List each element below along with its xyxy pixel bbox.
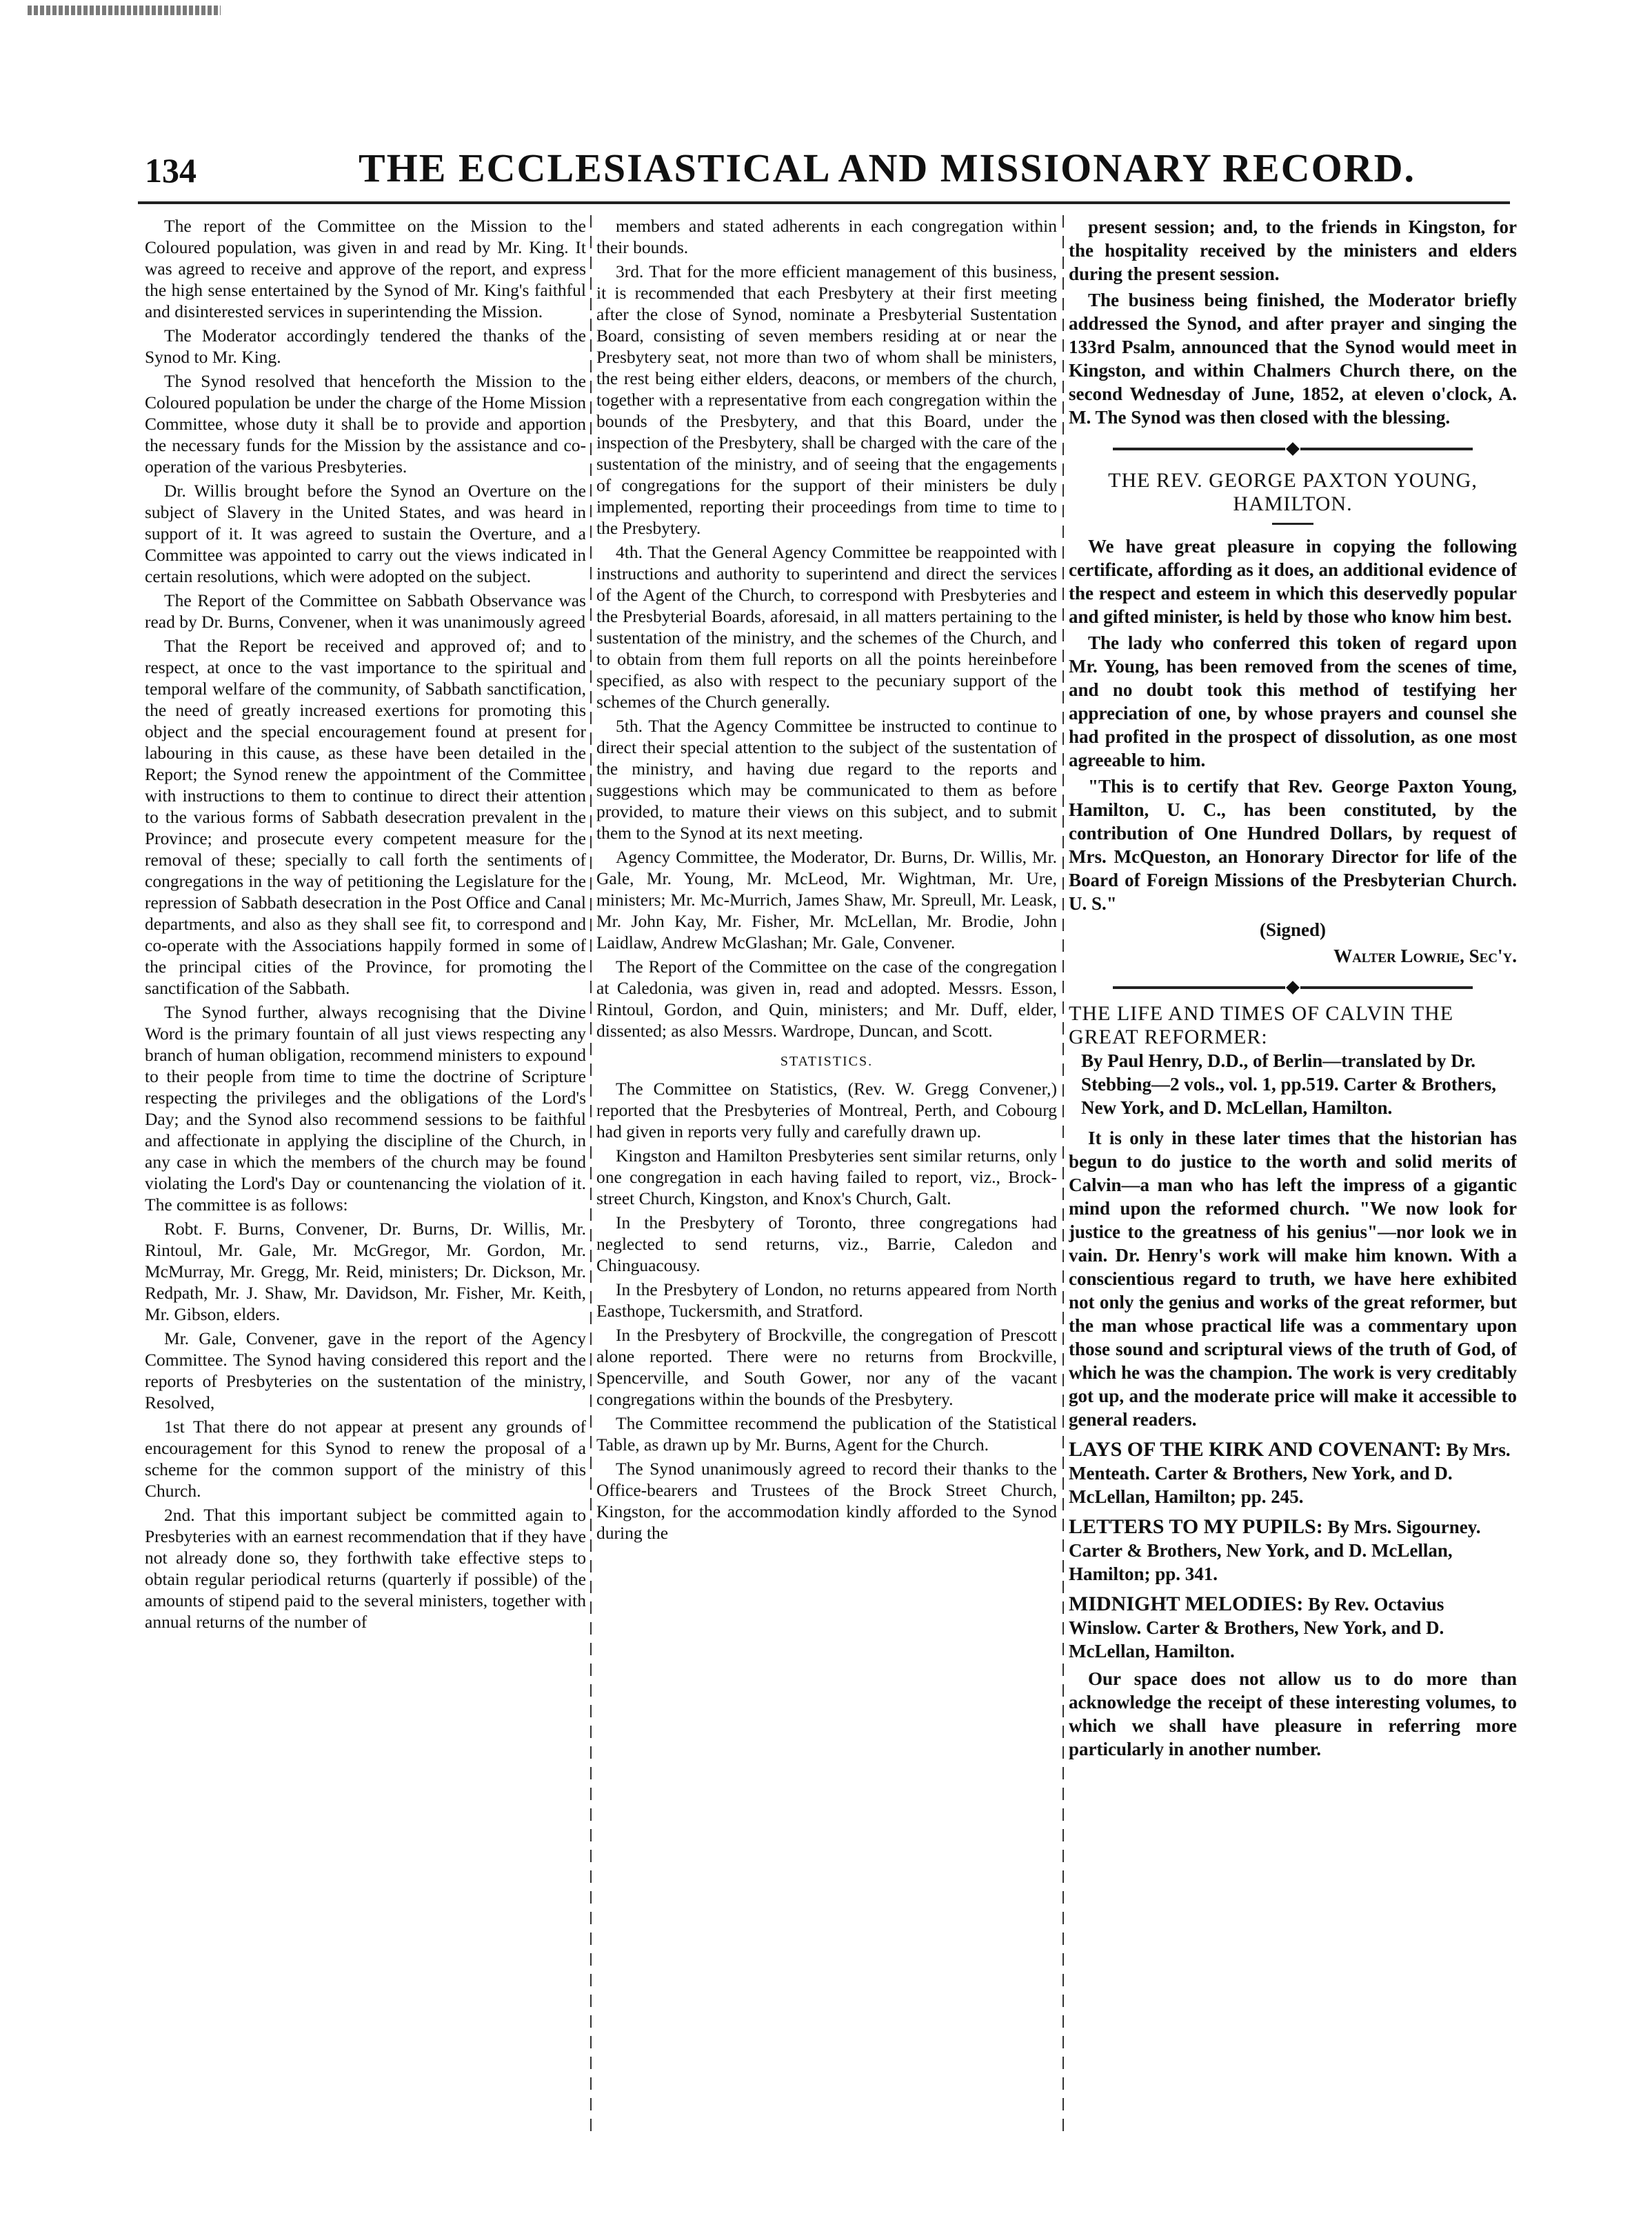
paragraph: The business being finished, the Moderator briefly addressed the Synod, and after prayer and singing the 133rd Psalm, announced that the Synod would meet in Kingston, and within Chalmers Church there, on the second Wednesday of June, 1852, at eleven o'clock, A. M. The Synod was then closed with the blessing. (1069, 290, 1517, 428)
paragraph: "This is to certify that Rev. George Paxton Young, Hamilton, U. C., has been constituted, by the contribution of One Hundred Dollars, by request of Mrs. McQueston, an Honorary Director for life of the Board of Foreign Missions of the Presbyterian Church. U. S." (1069, 776, 1517, 914)
book-title: LAYS OF THE KIRK AND COVENANT: (1069, 1438, 1442, 1461)
top-margin-mark (28, 6, 221, 15)
paragraph: 3rd. That for the more efficient management of this business, it is recommended that each Presbytery at their first meeting after the close of Synod, nominate a Presbyterial Sustentation Board, consisting of seven members residing at or near the Presbytery seat, not more than two of whom shall be ministers, the rest being either elders, deacons, or members of the church, together with a representative from each congregation within the bounds of the Presbytery, and that this Board, under the inspection of the Presbytery, shall be charged with the care of the sustentation of the ministry, and of seeing that the engagements of congregations for the support of their ministers be duly implemented, reporting their proceedings from time to time to the Presbytery. (596, 261, 1057, 538)
paragraph: That the Report be received and approved of; and to respect, at once to the vast importance to the spiritual and temporal welfare of the community, of Sabbath sanctification, the need of greatly increased exertions for promoting this object and the special encouragement found at present for labouring in this cause, as these have been detailed in the Report; the Synod renew the appointment of the Committee with instructions to them to continue to direct their attention to the various forms of Sabbath desecration prevalent in the Province; and prosecute every competent measure for the removal of these; specially to call forth the sentiments of congregations in the way of petitioning the Legislature for the repression of Sabbath desecration in the Post Office and Canal departments, and also as they shall see fit, to correspond and co-operate with the Associations happily formed in some of the principal cities of the Province, for promoting the sanctification of the Sabbath. (145, 636, 586, 998)
paragraph: Robt. F. Burns, Convener, Dr. Burns, Dr. Willis, Mr. Rintoul, Mr. Gale, Mr. McGregor, Mr. Gordon, Mr. McMurray, Mr. Gregg, Mr. Reid, ministers; Dr. Dickson, Mr. Redpath, Mr. J. Shaw, Mr. Davidson, Mr. Fisher, Mr. Keith, Mr. Gibson, elders. (145, 1219, 586, 1324)
page-number: 134 (145, 151, 197, 190)
paragraph: The Synod unanimously agreed to record their thanks to the Office-bearers and Trustees of the Brock Street Church, Kingston, for the accommodation kindly afforded to the Synod during the (596, 1459, 1057, 1543)
diamond-ornament-icon (1286, 981, 1300, 995)
left-column (145, 215, 586, 2201)
book-title: MIDNIGHT MELODIES: (1069, 1592, 1304, 1615)
paragraph: 5th. That the Agency Committee be instructed to continue to direct their special attention to the subject of the sustentation of the ministry, and having due regard to the reports and suggestions which may be communicated to them as before provided, to mature their views on this subject, and to submit them to the Synod at its next meeting. (596, 716, 1057, 843)
paragraph: 2nd. That this important subject be committed again to Presbyteries with an earnest recommendation that if they have not already done so, they forthwith take effective steps to obtain regular periodical returns (quarterly if possible) of the amounts of stipend paid to the several ministers, together with annual returns of the number of (145, 1505, 586, 1632)
section-divider (1069, 983, 1517, 992)
column-divider-right (1062, 215, 1064, 2139)
book-notice (1069, 1592, 1517, 1663)
book-notice (1069, 1438, 1517, 1508)
paragraph: The Committee recommend the publication of the Statistical Table, as drawn up by Mr. Burns, Agent for the Church. (596, 1413, 1057, 1455)
diamond-ornament-icon (1286, 442, 1300, 456)
paragraph: The Report of the Committee on Sabbath Observance was read by Dr. Burns, Convener, when it was unanimously agreed (145, 590, 586, 632)
paragraph: In the Presbytery of Brockville, the congregation of Prescott alone reported. There were no returns from Brockville, Spencerville, and South Gower, nor any of the vacant congregations within the bounds of the Presbytery. (596, 1325, 1057, 1409)
paragraph: Dr. Willis brought before the Synod an Overture on the subject of Slavery in the United States, and was heard in support of it. It was agreed to sustain the Overture, and a Committee was appointed to carry out the views indicated in certain resolutions, which were adopted on the subject. (145, 481, 586, 586)
paragraph: present session; and, to the friends in Kingston, for the hospitality received by the ministers and elders during the present session. (1069, 217, 1517, 284)
paragraph: The Moderator accordingly tendered the thanks of the Synod to Mr. King. (145, 326, 586, 367)
book-notice (1069, 1515, 1517, 1586)
middle-column (596, 215, 1057, 2201)
paragraph: Kingston and Hamilton Presbyteries sent similar returns, only one congregation in each having failed to report, viz., Brock-street Church, Kingston, and Knox's Church, Galt. (596, 1146, 1057, 1208)
paragraph: The Committee on Statistics, (Rev. W. Gregg Convener,) reported that the Presbyteries of Montreal, Perth, and Cobourg had given in reports very fully and carefully drawn up. (596, 1079, 1057, 1141)
right-column (1069, 215, 1517, 2201)
paragraph: Our space does not allow us to do more than acknowledge the receipt of these interesting volumes, to which we shall have pleasure in referring more particularly in another number. (1069, 1668, 1517, 1759)
paragraph: The report of the Committee on the Mission to the Coloured population, was given in and read by Mr. King. It was agreed to receive and approve of the report, and express the high sense entertained by the Synod of Mr. King's faithful and disinterested services in superintending the Mission. (145, 216, 586, 321)
paragraph: The Synod resolved that henceforth the Mission to the Coloured population be under the charge of the Home Mission Committee, whose duty it shall be to provide and apportion the necessary funds for the Mission by the assistance and co-operation of the various Presbyteries. (145, 371, 586, 477)
column-divider-left (590, 215, 592, 2139)
paragraph: The Synod further, always recognising that the Divine Word is the primary fountain of all just views respecting any branch of human obligation, recommend ministers to expound to their people from time to time the doctrine of Scripture respecting the privileges and the obligations of the Lord's Day; and the Synod also recommend sessions to be faithful and affectionate in applying the discipline of the Church, in any case in which the members of the church may be found violating the Lord's Day or countenancing the violation of it. The committee is as follows: (145, 1002, 586, 1215)
book-detail: By Mrs. Menteath. Carter & Brothers, New York, and D. McLellan, Hamilton; pp. 245. (1069, 1439, 1511, 1507)
paragraph: We have great pleasure in copying the following certificate, affording as it does, an additional evidence of the respect and esteem in which this deservedly popular and gifted minister, is held by those who know him best. (1069, 536, 1517, 627)
paragraph: members and stated adherents in each congregation within their bounds. (596, 216, 1057, 257)
section-heading-statistics: STATISTICS. (780, 1054, 874, 1069)
signed-label: (Signed) (1259, 919, 1327, 940)
paragraph: In the Presbytery of London, no returns appeared from North Easthope, Tuckersmith, and Stratford. (596, 1279, 1057, 1321)
article-heading-young: THE REV. GEORGE PAXTON YOUNG, HAMILTON. (1108, 469, 1478, 515)
book-title: LETTERS TO MY PUPILS: (1069, 1515, 1323, 1538)
short-rule (1272, 523, 1313, 525)
header-rule (138, 201, 1510, 204)
running-head: THE ECCLESIASTICAL AND MISSIONARY RECORD. (359, 146, 1416, 190)
paragraph: In the Presbytery of Toronto, three congregations had neglected to send returns, viz., Barrie, Caledon and Chinguacousy. (596, 1212, 1057, 1275)
book-detail: By Mrs. Sigourney. Carter & Brothers, New York, and D. McLellan, Hamilton; pp. 341. (1069, 1517, 1481, 1584)
review-subheading-calvin: By Paul Henry, D.D., of Berlin—translated by Dr. Stebbing—2 vols., vol. 1, pp.519. Carter & Brothers, New York, and D. McLellan, Hamilton. (1081, 1050, 1497, 1118)
paragraph: It is only in these later times that the historian has begun to do justice to the worth and solid merits of Calvin—a man who has left the impress of a gigantic mind upon the reformed church. "We now look for justice to the greatness of his genius"—nor look we in vain. Dr. Henry's work will make him known. With a conscientious regard to truth, we have here exhibited not only the genius and works of the great reformer, but the man whose practical life was a commentary upon those sound and scriptural views of the truth of God, of which he was the champion. The work is very creditably got up, and the moderate price will make it accessible to general readers. (1069, 1128, 1517, 1430)
section-divider (1069, 444, 1517, 454)
paragraph: The lady who conferred this token of regard upon Mr. Young, has been removed from the scenes of time, and no doubt took this method of testifying her appreciation of one, by whose prayers and counsel she had profited in the prospect of dissolution, as one most agreeable to him. (1069, 632, 1517, 770)
paragraph: Agency Committee, the Moderator, Dr. Burns, Dr. Willis, Mr. Gale, Mr. Young, Mr. McLeod, Mr. Wightman, Mr. Ure, ministers; Mr. Mc-Murrich, James Shaw, Mr. Spreull, Mr. Leask, Mr. John Kay, Mr. Fisher, Mr. McLellan, Mr. Brodie, John Laidlaw, Andrew McGlashan; Mr. Gale, Convener. (596, 847, 1057, 952)
review-heading-calvin: THE LIFE AND TIMES OF CALVIN THE GREAT REFORMER: (1069, 1002, 1454, 1048)
paragraph: 1st That there do not appear at present any grounds of encouragement for this Synod to renew the proposal of a scheme for the common support of the ministry of this Church. (145, 1417, 586, 1501)
book-detail: By Rev. Octavius Winslow. Carter & Brothers, New York, and D. McLellan, Hamilton. (1069, 1594, 1444, 1661)
paragraph: Mr. Gale, Convener, gave in the report of the Agency Committee. The Synod having considered this report and the reports of Presbyteries on the sustentation of the ministry, Resolved, (145, 1328, 586, 1412)
signature: Walter Lowrie, Sec'y. (1333, 946, 1517, 966)
paragraph: The Report of the Committee on the case of the congregation at Caledonia, was given in, read and adopted. Messrs. Esson, Rintoul, Gordon, and Quin, ministers; and Mr. Duff, elder, dissented; as also Messrs. Wardrope, Duncan, and Scott. (596, 957, 1057, 1041)
paragraph: 4th. That the General Agency Committee be reappointed with instructions and authority to superintend and direct the services of the Agent of the Church, to correspond with Presbyteries and the Presbyterial Boards, aforesaid, in all matters pertaining to the sustentation of the ministry, and the schemes of the Church, and to obtain from them full reports on all the points hereinbefore specified, as also with respect to the pecuniary support of the schemes of the Church generally. (596, 542, 1057, 712)
